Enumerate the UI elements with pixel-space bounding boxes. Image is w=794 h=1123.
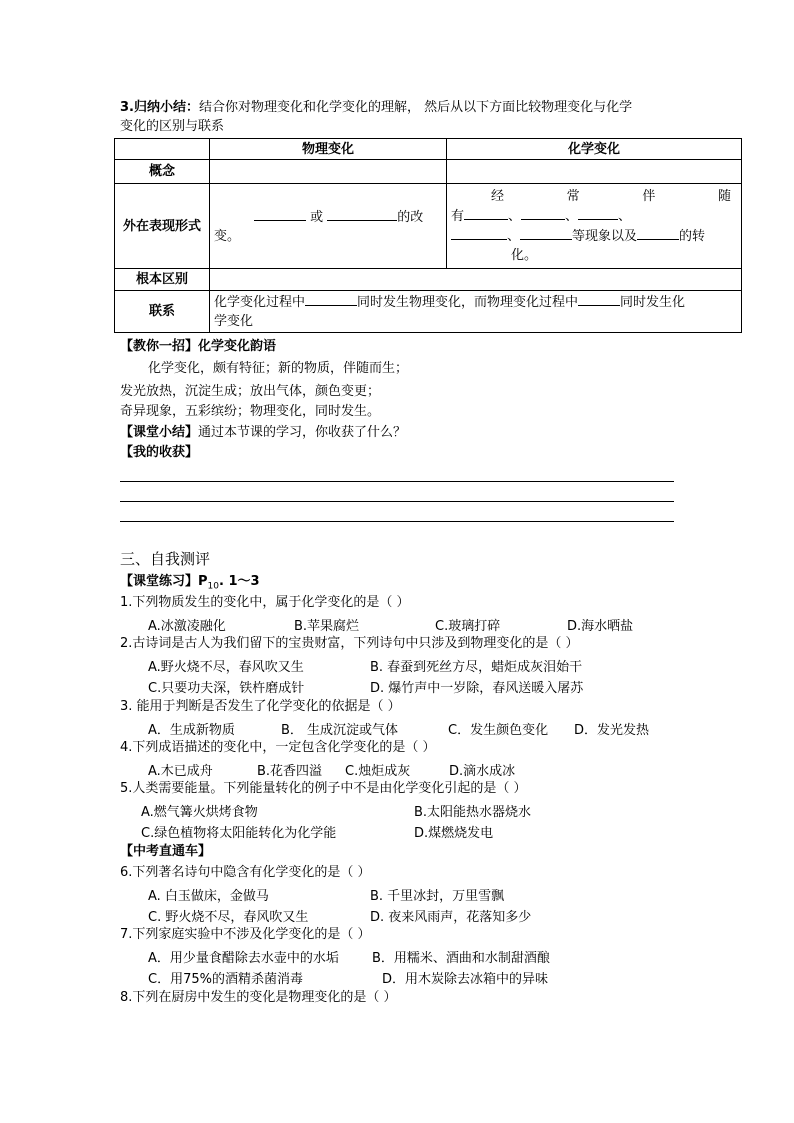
tip-label: 【教你一招】 bbox=[120, 339, 199, 354]
question-stem: 5.人类需要能量。下列能量转化的例子中不是由化学变化引起的是（ ） bbox=[120, 781, 527, 796]
cell-physical-concept bbox=[210, 160, 447, 184]
table-row-difference bbox=[115, 269, 742, 291]
question-option[interactable]: C.绿色植物将太阳能转化为化学能 bbox=[141, 826, 337, 841]
practice-ref-tail: . 1～3 bbox=[219, 574, 260, 589]
question-option[interactable]: B.苹果腐烂 bbox=[294, 619, 360, 634]
row-label-relation: 联系 bbox=[115, 291, 210, 333]
word: 经 bbox=[491, 189, 505, 204]
summary-label: 【课堂小结】 bbox=[120, 425, 199, 440]
question-option[interactable]: A.冰激凌融化 bbox=[148, 619, 226, 634]
blank bbox=[578, 206, 618, 220]
tip-line-1: 化学变化，颇有特征；新的物质，伴随而生； bbox=[148, 361, 409, 376]
practice-label: 【课堂练习】 bbox=[120, 574, 199, 589]
blank bbox=[464, 206, 508, 220]
blank bbox=[578, 292, 620, 306]
blank bbox=[520, 226, 572, 240]
blank bbox=[637, 226, 679, 240]
question-option[interactable]: C.烛炬成灰 bbox=[345, 764, 411, 779]
question-option[interactable]: A．生成新物质 bbox=[148, 723, 235, 738]
tip-title: 化学变化韵语 bbox=[198, 339, 277, 354]
question-option[interactable]: D. 夜来风雨声，花落知多少 bbox=[370, 910, 532, 925]
cell-chemical-concept bbox=[447, 160, 742, 184]
question-stem: 3. 能用于判断是否发生了化学变化的依据是（ ） bbox=[120, 699, 401, 714]
question-option[interactable]: B.太阳能热水器烧水 bbox=[414, 805, 532, 820]
question-option[interactable]: C.只要功夫深，铁杵磨成针 bbox=[148, 681, 305, 696]
tip-line-2: 发光放热，沉淀生成；放出气体，颜色变更； bbox=[120, 384, 381, 399]
relation-a: 化学变化过程中 bbox=[214, 295, 306, 310]
text-end: 化。 bbox=[511, 248, 538, 263]
exam-label: 【中考直通车】 bbox=[120, 844, 212, 859]
answer-line[interactable] bbox=[120, 501, 674, 502]
table-header-row bbox=[115, 139, 742, 160]
question-option[interactable]: D.滴水成冰 bbox=[449, 764, 516, 779]
table-row-appearance bbox=[115, 184, 742, 269]
sep: 、 bbox=[618, 209, 632, 224]
text-tail: 的改 bbox=[397, 209, 424, 225]
word: 常 bbox=[566, 189, 580, 204]
question-option[interactable]: B. 春蚕到死丝方尽，蜡炬成灰泪始干 bbox=[370, 660, 583, 675]
blank bbox=[254, 207, 306, 221]
question-option[interactable]: B．用糯米、酒曲和水制甜酒酿 bbox=[372, 951, 550, 966]
question-option[interactable]: B． 生成沉淀或气体 bbox=[281, 723, 399, 738]
question-option[interactable]: A.野火烧不尽，春风吹又生 bbox=[148, 660, 304, 675]
tip-line-3: 奇异现象，五彩缤纷；物理变化，同时发生。 bbox=[120, 404, 381, 419]
section3-text2: 变化的区别与联系 bbox=[120, 119, 225, 134]
question-option[interactable]: B. 千里冰封，万里雪飘 bbox=[370, 889, 505, 904]
question-option[interactable]: C．用75%的酒精杀菌消毒 bbox=[148, 972, 303, 987]
cell-difference bbox=[210, 269, 742, 291]
blank bbox=[521, 206, 565, 220]
question-option[interactable]: A.木已成舟 bbox=[148, 764, 213, 779]
summary-text: 通过本节课的学习，你收获了什么？ bbox=[198, 425, 407, 440]
question-option[interactable]: C.玻璃打碎 bbox=[435, 619, 501, 634]
answer-line[interactable] bbox=[120, 481, 674, 482]
tip-heading bbox=[120, 338, 276, 356]
sep: 、 bbox=[565, 209, 579, 224]
question-stem: 2.古诗词是古人为我们留下的宝贵财富，下列诗句中只涉及到物理变化的是（ ） bbox=[120, 636, 579, 651]
word: 伴 bbox=[642, 189, 656, 204]
blank bbox=[451, 226, 507, 240]
relation-b: 同时发生物理变化，而物理变化过程中 bbox=[357, 295, 579, 310]
question-option[interactable]: A.燃气篝火烘烤食物 bbox=[141, 805, 258, 820]
sep: 、 bbox=[508, 209, 522, 224]
text-tail: 的转 bbox=[679, 229, 706, 244]
practice-ref-sub: 10 bbox=[207, 581, 219, 592]
question-stem: 7.下列家庭实验中不涉及化学变化的是（ ） bbox=[120, 927, 371, 942]
gain-label: 【我的收获】 bbox=[120, 445, 199, 460]
cell-physical-appearance bbox=[210, 184, 447, 269]
blank bbox=[305, 292, 357, 306]
word: 随 bbox=[717, 189, 731, 204]
question-option[interactable]: D．用木炭除去冰箱中的异味 bbox=[382, 972, 549, 987]
summary-line bbox=[120, 424, 406, 442]
table-row-relation bbox=[115, 291, 742, 333]
comparison-table bbox=[114, 138, 742, 333]
practice-line bbox=[120, 573, 260, 596]
question-stem: 6.下列著名诗句中隐含有化学变化的是（ ） bbox=[120, 865, 371, 880]
answer-line[interactable] bbox=[120, 521, 674, 522]
cell-chemical-appearance bbox=[447, 184, 742, 269]
section-three-title: 三、自我测评 bbox=[120, 550, 211, 568]
section3-text1: 结合你对物理变化和化学变化的理解， 然后从以下方面比较物理变化与化学 bbox=[198, 100, 633, 115]
sep: 、 bbox=[507, 229, 521, 244]
header-physical: 物理变化 bbox=[210, 139, 447, 160]
relation-d: 学变化 bbox=[214, 314, 254, 329]
section3-label: 3.归纳小结： bbox=[120, 100, 199, 115]
row-label-concept: 概念 bbox=[115, 160, 210, 184]
text-you: 有 bbox=[451, 209, 465, 224]
question-option[interactable]: C. 野火烧不尽，春风吹又生 bbox=[148, 910, 309, 925]
blank bbox=[327, 207, 397, 221]
table-corner-cell bbox=[115, 139, 210, 160]
text-or: 或 bbox=[310, 209, 324, 225]
cell-relation bbox=[210, 291, 742, 333]
row-label-difference: 根本区别 bbox=[115, 269, 210, 291]
section3-line1 bbox=[120, 99, 632, 117]
question-option[interactable]: B.花香四溢 bbox=[257, 764, 323, 779]
text-etc: 等现象以及 bbox=[572, 229, 638, 244]
table-row-concept bbox=[115, 160, 742, 184]
question-option[interactable]: D.煤燃烧发电 bbox=[414, 826, 494, 841]
question-stem: 4.下列成语描述的变化中，一定包含化学变化的是（ ） bbox=[120, 740, 436, 755]
text-next: 变。 bbox=[214, 228, 241, 244]
question-stem: 1.下列物质发生的变化中，属于化学变化的是（ ） bbox=[120, 595, 410, 610]
row-label-appearance: 外在表现形式 bbox=[115, 184, 210, 269]
question-option[interactable]: A. 白玉做床，金做马 bbox=[148, 889, 269, 904]
practice-ref: P bbox=[198, 574, 208, 589]
question-option[interactable]: D．发光发热 bbox=[574, 723, 650, 738]
question-stem: 8.下列在厨房中发生的变化是物理变化的是（ ） bbox=[120, 990, 397, 1005]
question-option[interactable]: D.海水晒盐 bbox=[567, 619, 634, 634]
header-chemical: 化学变化 bbox=[447, 139, 742, 160]
question-option[interactable]: A．用少量食醋除去水壶中的水垢 bbox=[148, 951, 339, 966]
relation-c: 同时发生化 bbox=[620, 295, 686, 310]
question-option[interactable]: C．发生颜色变化 bbox=[448, 723, 549, 738]
question-option[interactable]: D. 爆竹声中一岁除，春风送暖入屠苏 bbox=[370, 681, 584, 696]
